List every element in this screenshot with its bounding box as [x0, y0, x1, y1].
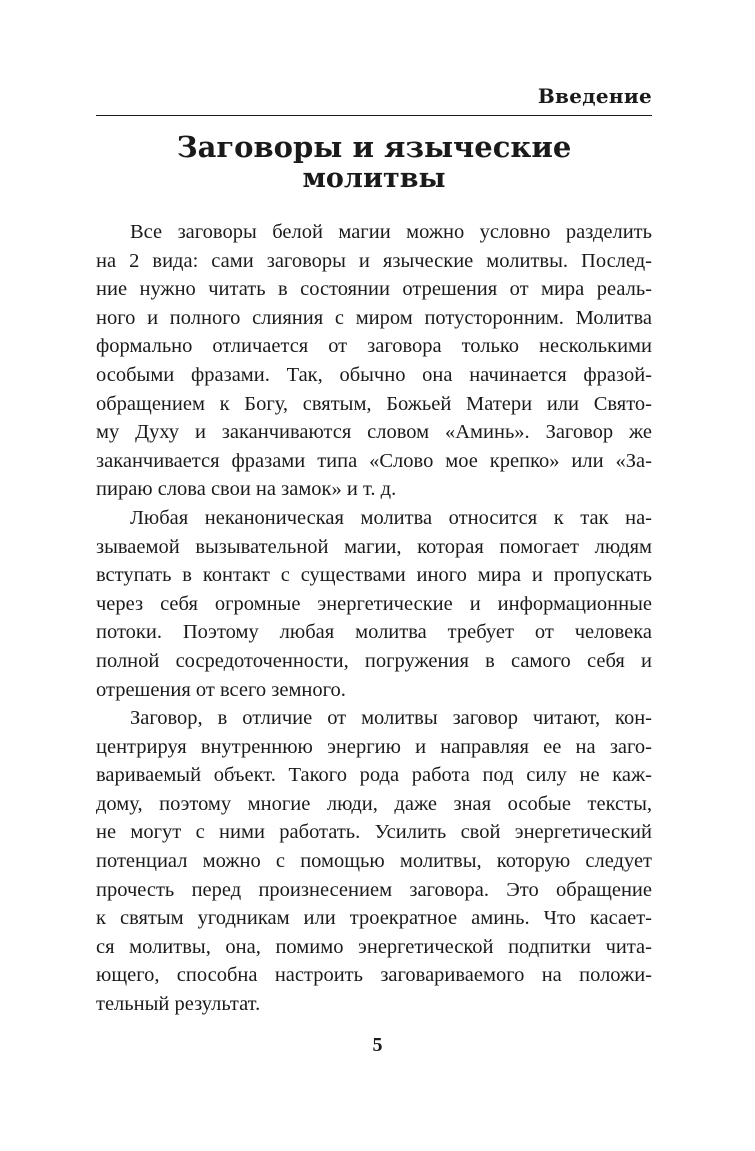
text-line: дому, поэтому многие люди, даже зная особые тексты, [96, 792, 652, 815]
header-rule [96, 115, 652, 116]
text-line: потенциал можно с помощью молитвы, которую следует [96, 850, 652, 873]
text-line: Заговор, в отличие от молитвы заговор читают, кон- [130, 707, 652, 730]
text-line: особыми фразами. Так, обычно она начинается фразой- [96, 363, 652, 386]
text-line: обращением к Богу, святым, Божьей Матери или Свято- [96, 392, 652, 415]
paragraph-2 [96, 504, 652, 704]
paragraph-1 [96, 218, 652, 504]
text-line: заканчивается фразами типа «Слово мое крепко» или «За- [96, 449, 652, 472]
text-line: Все заговоры белой магии можно условно разделить [130, 221, 652, 243]
text-line: вариваемый объект. Такого рода работа под силу не каж- [96, 764, 652, 787]
text-line: к святым угодникам или троекратное аминь. Что касает- [96, 907, 652, 930]
body-text [96, 218, 652, 1019]
text-line: потоки. Поэтому любая молитва требует от человека [96, 621, 652, 644]
chapter-title-line-1: Заговоры и языческие [176, 130, 572, 164]
text-line: ющего, способна настроить заговариваемого на положи- [96, 964, 652, 987]
text-line: прочесть перед произнесением заговора. Это обращение [96, 878, 652, 901]
chapter-title-line-2: молитвы [302, 163, 446, 194]
text-line: пираю слова свои на замок» и т. д. [96, 478, 397, 501]
text-line: формально отличается от заговора только несколькими [96, 335, 652, 358]
text-line: тельный результат. [96, 993, 261, 1016]
text-line: не могут с ними работать. Усилить свой энергетический [96, 821, 652, 844]
text-line: вступать в контакт с существами иного мира и пропускать [96, 564, 652, 587]
running-header: Введение [537, 84, 652, 108]
paragraph-3 [96, 704, 652, 1019]
text-line: на 2 вида: сами заговоры и языческие молитвы. Послед- [96, 249, 652, 272]
text-line: полной сосредоточенности, погружения в самого себя и [96, 649, 652, 672]
text-line: ся молитвы, она, помимо энергетической подпитки чита- [96, 935, 652, 958]
text-line: ного и полного слияния с миром потусторонним. Молитва [96, 306, 652, 329]
chapter-title [96, 130, 652, 196]
page-number: 5 [372, 1034, 383, 1056]
text-line: му Духу и заканчиваются словом «Аминь». Заговор же [96, 421, 652, 444]
text-line: центрируя внутреннюю энергию и направляя ее на заго- [96, 735, 652, 758]
text-line: отрешения от всего земного. [96, 678, 346, 701]
text-line: через себя огромные энергетические и информационные [96, 592, 652, 615]
text-line: ние нужно читать в состоянии отрешения от мира реаль- [96, 278, 652, 301]
text-line: Любая неканоническая молитва относится к так на- [130, 506, 652, 529]
text-line: зываемой вызывательной магии, которая помогает людям [96, 535, 652, 558]
